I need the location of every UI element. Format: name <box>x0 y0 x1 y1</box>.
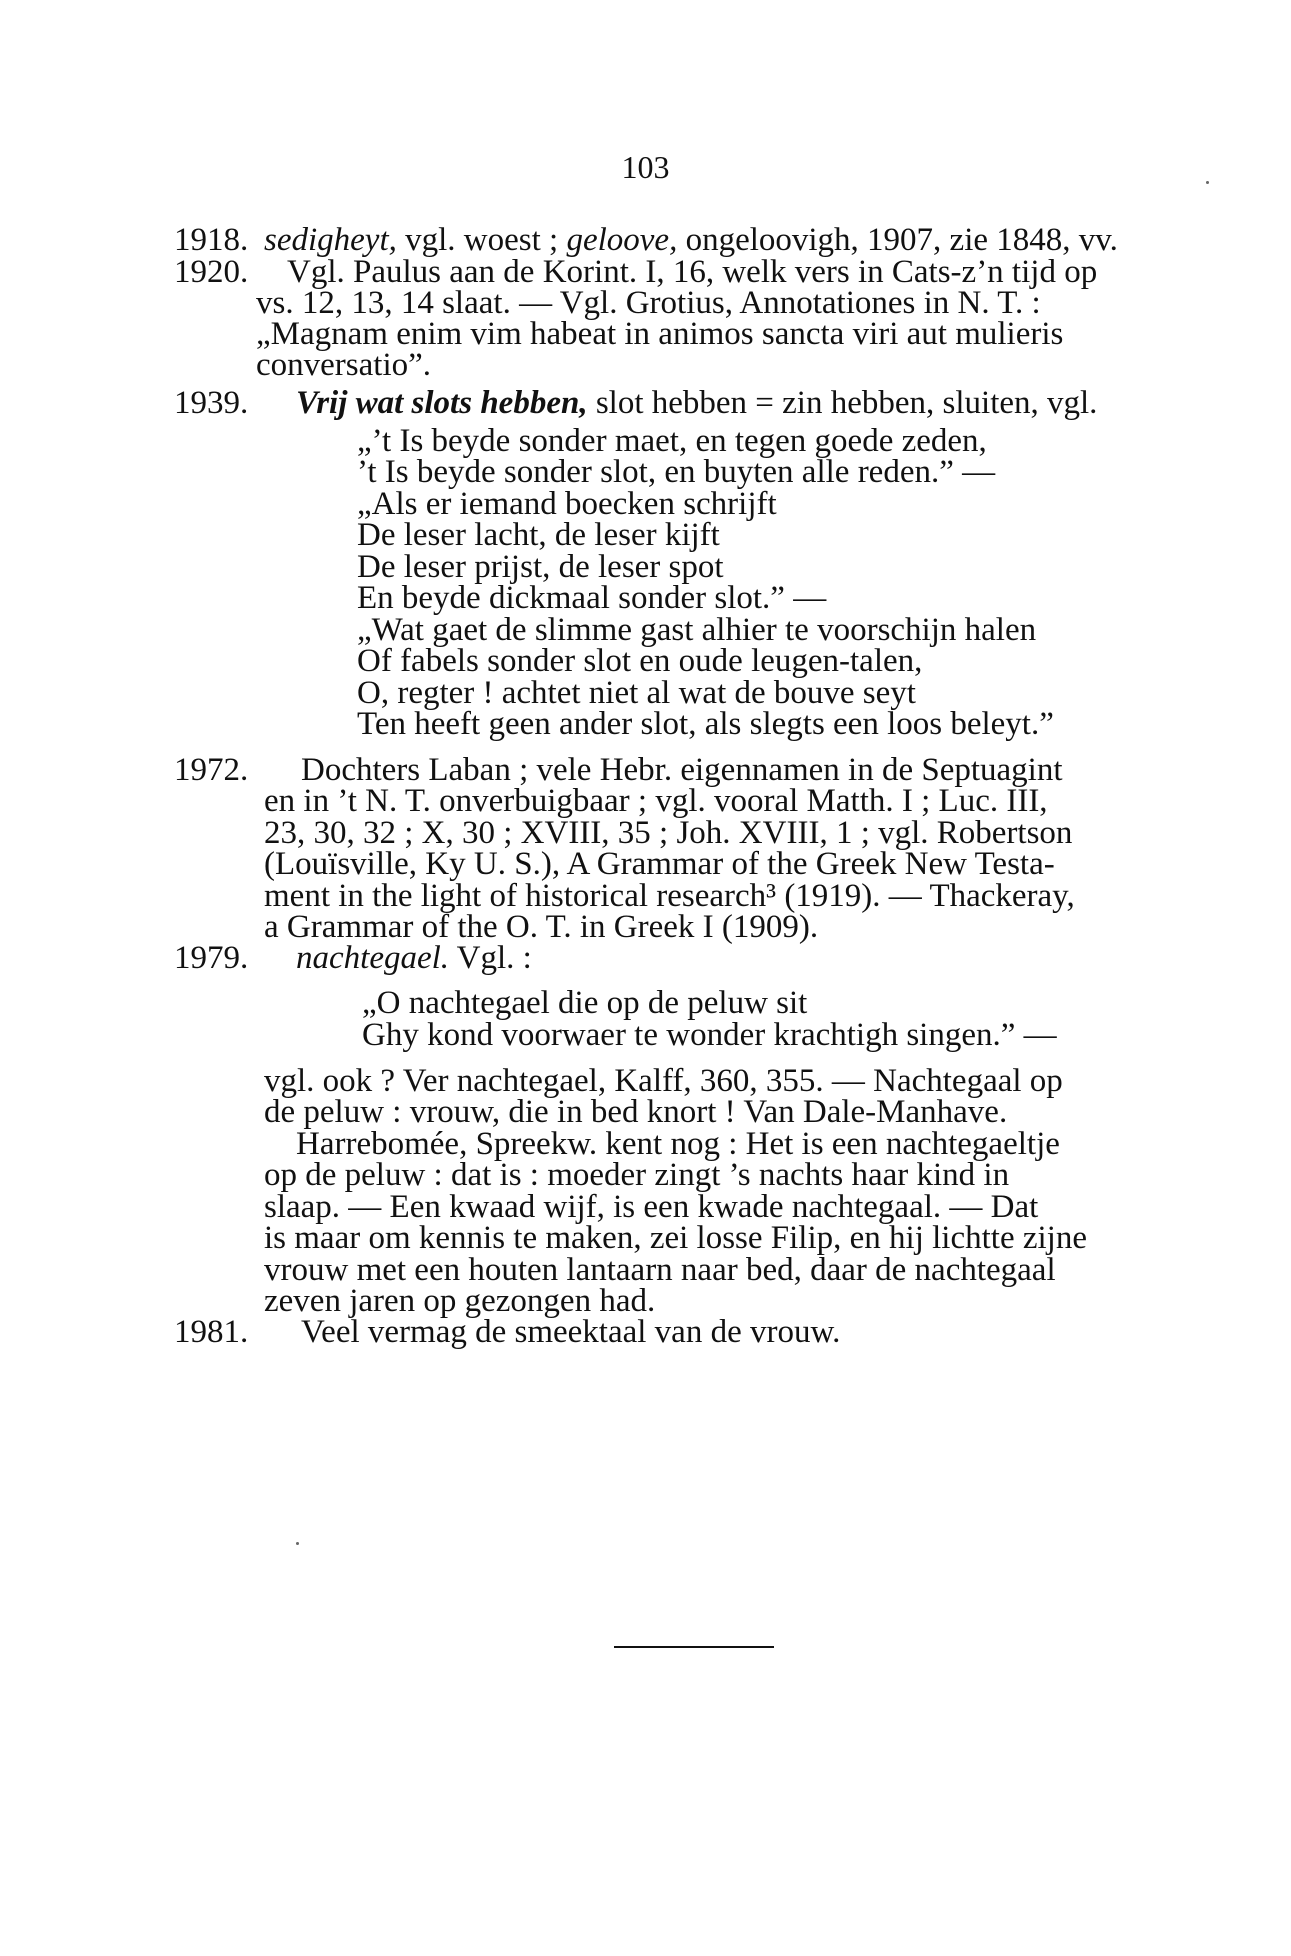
entry-number-1918: 1918. <box>174 222 249 258</box>
entry-number-1979: 1979. <box>174 940 249 976</box>
scan-speck <box>296 1542 299 1545</box>
entry-1920-line-4: conversatio”. <box>256 347 432 383</box>
entry-1972-line-6: a Grammar of the O. T. in Greek I (1909). <box>264 909 819 945</box>
entry-1972-line-5: ment in the light of historical research³ (1919). — Thackeray, <box>264 878 1075 914</box>
headword-geloove: geloove, <box>566 222 678 258</box>
entry-number-1972: 1972. <box>174 752 249 788</box>
entry-1979-head-rest: Vgl. : <box>449 940 532 976</box>
page-number: 103 <box>621 149 670 185</box>
entry-1979-line-2: de peluw : vrouw, die in bed knort ! Van Dale-Manhave. <box>264 1094 1008 1130</box>
headword-vrij-wat-slots-hebben: Vrij wat slots hebben, <box>296 385 588 421</box>
headword-sedigheyt: sedigheyt, <box>264 222 397 258</box>
entry-1979-line-7: vrouw met een houten lantaarn naar bed, daar de nachtegaal <box>264 1252 1056 1288</box>
poem-1939-line-4: De leser lacht, de leser kijft <box>357 517 720 553</box>
entry-1972-line-2: en in ’t N. T. onverbuigbaar ; vgl. vooral Matth. I ; Luc. III, <box>264 783 1048 819</box>
entry-1972-line-4: (Louïsville, Ky U. S.), A Grammar of the Greek New Testa- <box>264 846 1055 882</box>
poem-1939-line-6: En beyde dickmaal sonder slot.” — <box>357 580 827 616</box>
poem-1939-line-1: „’t Is beyde sonder maet, en tegen goede zeden, <box>357 423 987 459</box>
poem-1939-line-9: O, regter ! achtet niet al wat de bouve seyt <box>357 675 916 711</box>
poem-1979-line-2: Ghy kond voorwaer te wonder krachtigh singen.” — <box>362 1017 1057 1053</box>
poem-1939-line-8: Of fabels sonder slot en oude leugen-talen, <box>357 643 923 679</box>
poem-1939-line-2: ’t Is beyde sonder slot, en buyten alle reden.” — <box>357 454 996 490</box>
entry-1981-line: Veel vermag de smeektaal van de vrouw. <box>301 1314 841 1350</box>
entry-1979-head <box>296 942 532 975</box>
entry-1979-line-8: zeven jaren op gezongen had. <box>264 1283 656 1319</box>
poem-1939-line-5: De leser prijst, de leser spot <box>357 549 724 585</box>
entry-1918-line <box>264 224 1118 257</box>
entry-1918-text-b: ongeloovigh, 1907, zie 1848, vv. <box>677 222 1118 258</box>
entry-1920-line-2: vs. 12, 13, 14 slaat. — Vgl. Grotius, Annotationes in N. T. : <box>256 285 1041 321</box>
entry-number-1981: 1981. <box>174 1314 249 1350</box>
scan-speck <box>1206 181 1209 184</box>
entry-1972-line-1: Dochters Laban ; vele Hebr. eigennamen in de Septuagint <box>301 752 1063 788</box>
entry-1939-head <box>296 387 1097 420</box>
poem-1979-line-1: „O nachtegael die op de peluw sit <box>362 985 808 1021</box>
poem-1939-line-7: „Wat gaet de slimme gast alhier te voorschijn halen <box>357 612 1037 648</box>
entry-1972-line-3: 23, 30, 32 ; X, 30 ; XVIII, 35 ; Joh. XVIII, 1 ; vgl. Robertson <box>264 815 1073 851</box>
entry-1939-head-rest: slot hebben = zin hebben, sluiten, vgl. <box>587 385 1098 421</box>
poem-1939-line-3: „Als er iemand boecken schrijft <box>357 486 777 522</box>
entry-1979-line-3: Harrebomée, Spreekw. kent nog : Het is een nachtegaeltje <box>296 1126 1060 1162</box>
entry-1920-line-1: Vgl. Paulus aan de Korint. I, 16, welk vers in Cats-z’n tijd op <box>287 254 1098 290</box>
entry-1979-line-5: slaap. — Een kwaad wijf, is een kwade nachtegaal. — Dat <box>264 1189 1039 1225</box>
headword-nachtegael: nachtegael. <box>296 940 450 976</box>
entry-1918-text-a: vgl. woest ; <box>396 222 567 258</box>
entry-1979-line-6: is maar om kennis te maken, zei losse Filip, en hij lichtte zijne <box>264 1220 1087 1256</box>
section-separator-rule <box>614 1646 774 1648</box>
entry-1920-line-3: „Magnam enim vim habeat in animos sancta viri aut mulieris <box>256 316 1064 352</box>
entry-number-1939: 1939. <box>174 385 249 421</box>
poem-1939-line-10: Ten heeft geen ander slot, als slegts een loos beleyt.” <box>357 706 1054 742</box>
entry-number-1920: 1920. <box>174 254 249 290</box>
entry-1979-line-1: vgl. ook ? Ver nachtegael, Kalff, 360, 355. — Nachtegaal op <box>264 1063 1063 1099</box>
entry-1979-line-4: op de peluw : dat is : moeder zingt ’s nachts haar kind in <box>264 1157 1010 1193</box>
